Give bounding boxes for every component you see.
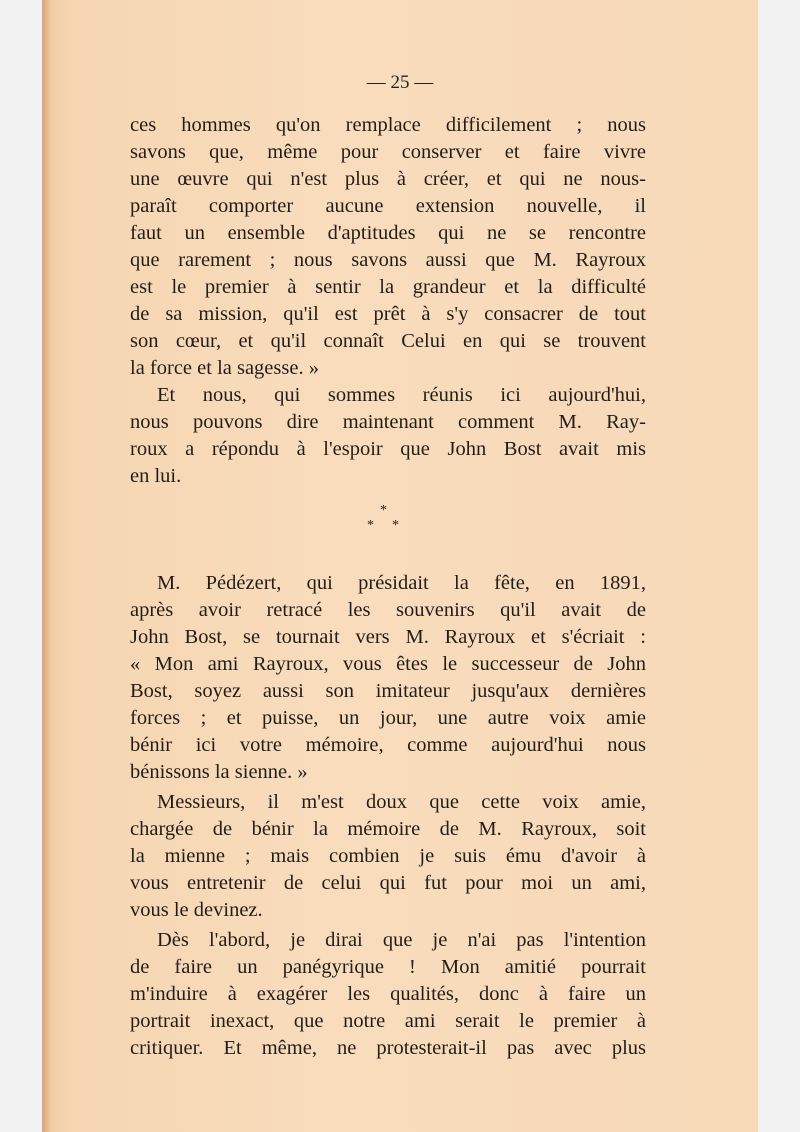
text-line: portrait inexact, que notre ami serait le premier à (130, 1010, 646, 1032)
text-line: de faire un panégyrique ! Mon amitié pourrait (130, 956, 646, 978)
text-line: que rarement ; nous savons aussi que M. Rayroux (130, 249, 646, 271)
text-line: John Bost, se tournait vers M. Rayroux et s'écriait : (130, 626, 646, 648)
text-line: Bost, soyez aussi son imitateur jusqu'aux dernières (130, 680, 646, 702)
text-line: savons que, même pour conserver et faire vivre (130, 141, 646, 163)
page-gutter (42, 0, 52, 1132)
asterism-star: * (392, 518, 399, 533)
text-line: m'induire à exagérer les qualités, donc à faire un (130, 983, 646, 1005)
text-line: forces ; et puisse, un jour, une autre voix amie (130, 707, 646, 729)
text-line: Dès l'abord, je dirai que je n'ai pas l'intention (157, 929, 646, 951)
text-line: Et nous, qui sommes réunis ici aujourd'hui, (157, 384, 646, 406)
text-line: est le premier à sentir la grandeur et la difficulté (130, 276, 646, 298)
text-line: bénissons la sienne. » (130, 761, 308, 783)
text-line: une œuvre qui n'est plus à créer, et qui ne nous- (130, 168, 646, 190)
asterism-star: * (367, 518, 374, 533)
text-line: « Mon ami Rayroux, vous êtes le successeur de John (130, 653, 646, 675)
text-line: ces hommes qu'on remplace difficilement ; nous (130, 114, 646, 136)
text-line: bénir ici votre mémoire, comme aujourd'hui nous (130, 734, 646, 756)
text-line: chargée de bénir la mémoire de M. Rayroux, soit (130, 818, 646, 840)
text-line: paraît comporter aucune extension nouvelle, il (130, 195, 646, 217)
text-line: en lui. (130, 465, 182, 487)
text-line: faut un ensemble d'aptitudes qui ne se rencontre (130, 222, 646, 244)
text-line: la mienne ; mais combien je suis ému d'avoir à (130, 845, 646, 867)
page-number: — 25 — (366, 72, 434, 93)
text-line: nous pouvons dire maintenant comment M. Ray- (130, 411, 646, 433)
text-line: son cœur, et qu'il connaît Celui en qui se trouvent (130, 330, 646, 352)
text-line: roux a répondu à l'espoir que John Bost avait mis (130, 438, 646, 460)
text-line: M. Pédézert, qui présidait la fête, en 1891, (157, 572, 646, 594)
text-line: Messieurs, il m'est doux que cette voix amie, (157, 791, 646, 813)
text-line: critiquer. Et même, ne protesterait-il pas avec plus (130, 1037, 646, 1059)
text-line: vous entretenir de celui qui fut pour moi un ami, (130, 872, 646, 894)
text-line: de sa mission, qu'il est prêt à s'y consacrer de tout (130, 303, 646, 325)
text-line: la force et la sagesse. » (130, 357, 319, 379)
text-line: vous le devinez. (130, 899, 263, 921)
asterism-star: * (380, 503, 387, 518)
text-line: après avoir retracé les souvenirs qu'il avait de (130, 599, 646, 621)
